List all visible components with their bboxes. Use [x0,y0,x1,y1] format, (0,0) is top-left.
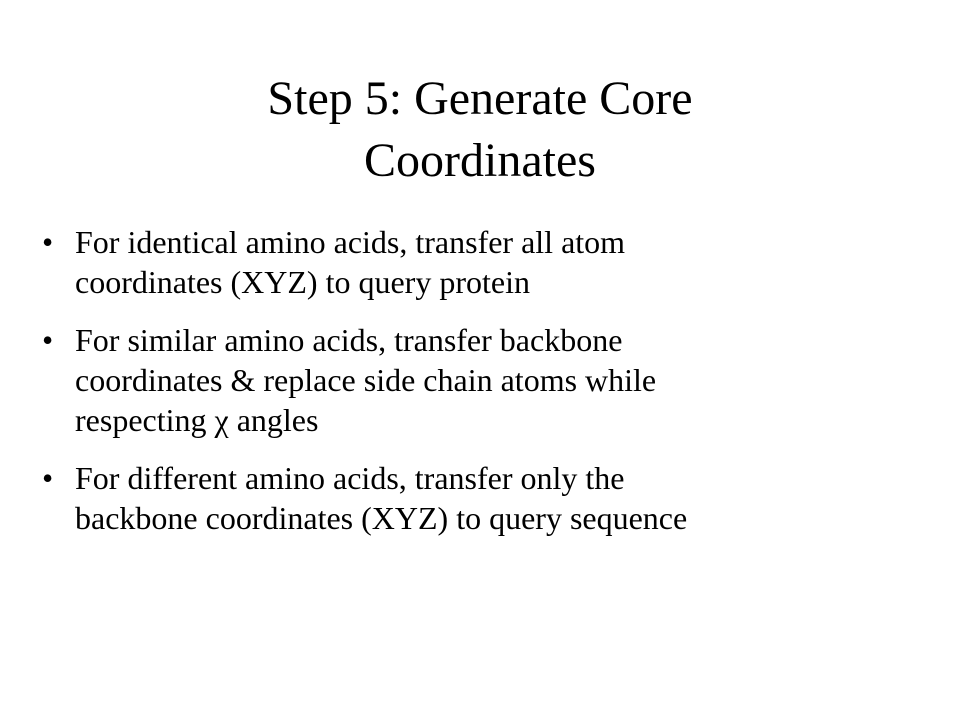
bullet-marker: • [42,460,54,496]
bullet-line: backbone coordinates (XYZ) to query sequence [75,500,688,536]
bullet-item-similar [42,320,932,440]
slide-title-line-2: Coordinates [364,134,596,187]
bullet-line: respecting χ angles [75,402,319,438]
bullet-text [75,320,932,440]
bullet-line: For similar amino acids, transfer backbone [75,322,623,358]
bullet-item-different [42,458,932,538]
bullet-list [42,222,932,556]
bullet-line: For different amino acids, transfer only the [75,460,625,496]
bullet-marker: • [42,322,54,358]
bullet-marker: • [42,224,54,260]
bullet-line: For identical amino acids, transfer all atom [75,224,626,260]
bullet-text [75,222,932,302]
slide-title-line-1: Step 5: Generate Core [267,72,693,125]
bullet-line: coordinates (XYZ) to query protein [75,264,530,300]
bullet-line: coordinates & replace side chain atoms while [75,362,657,398]
bullet-item-identical [42,222,932,302]
bullet-text [75,458,932,538]
slide-title [80,68,880,192]
